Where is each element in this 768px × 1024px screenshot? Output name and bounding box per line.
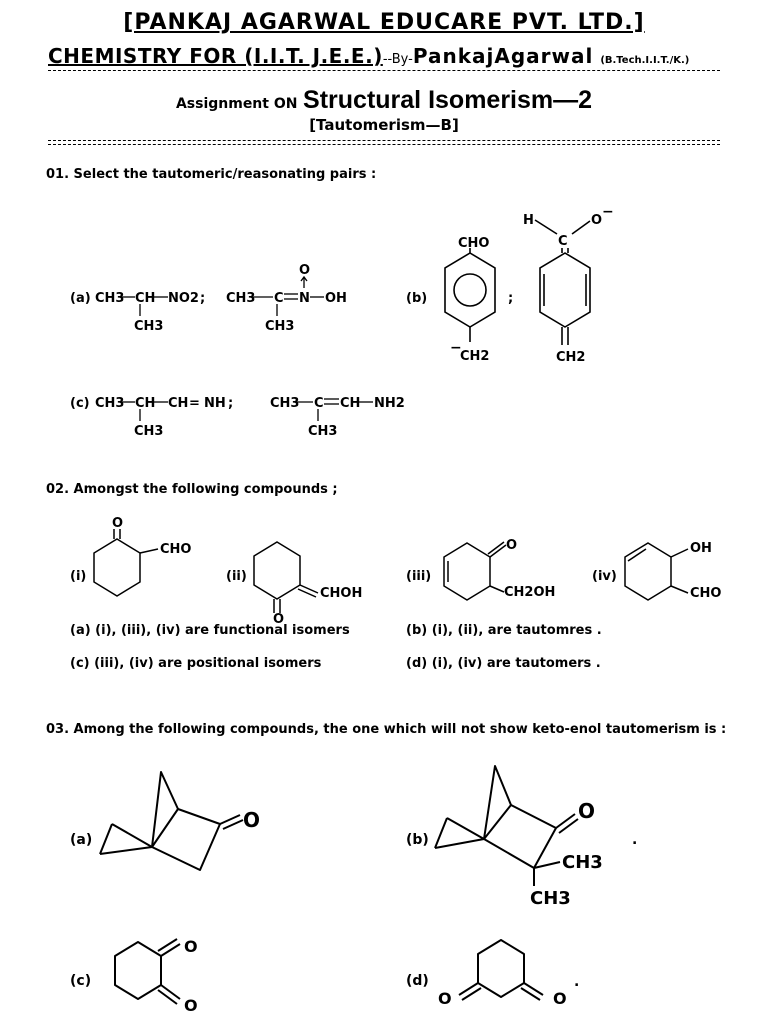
assignment-title: [0, 86, 768, 115]
q3-d-o2: O: [553, 989, 567, 1008]
q1-c2-ch3: CH3: [270, 396, 300, 411]
q1-b2-o: O: [591, 213, 603, 228]
q3-label-d: (d): [406, 973, 429, 989]
q1-b-sep: ;: [508, 291, 514, 306]
q1-a1-ch3: CH3: [95, 291, 125, 306]
q3-d-dot: .: [574, 974, 580, 990]
q1-a2-c: C: [274, 291, 284, 306]
q1-a1-ch: CH: [135, 291, 156, 306]
q3-b-dot: .: [632, 832, 638, 848]
q1-b2-c: C: [558, 234, 568, 249]
q2-iii-ch2oh: CH2OH: [504, 585, 556, 600]
q3-structures: [40, 750, 730, 1020]
q2-label-ii: (ii): [226, 569, 247, 584]
q1-a2-ch3-branch: CH3: [265, 319, 295, 334]
q1-c1-ch: CH: [135, 396, 156, 411]
q2-option-d: (d) (i), (iv) are tautomers .: [406, 656, 601, 671]
q3-label-c: (c): [70, 973, 92, 989]
q1-a1-no2: NO2: [168, 291, 199, 306]
q2-i-cho: CHO: [160, 542, 192, 557]
divider-dashed: [48, 70, 720, 71]
q1-a2-ch3: CH3: [226, 291, 256, 306]
q1-b1-cho: CHO: [458, 236, 490, 251]
q1-a1-ch3-branch: CH3: [134, 319, 164, 334]
q3-c-o2: O: [184, 996, 198, 1015]
q1-structures: [40, 190, 730, 450]
q3-d-o1: O: [438, 989, 452, 1008]
svg-text:−: −: [450, 340, 462, 356]
q1-a1-sep: ;: [200, 291, 206, 306]
q2-label-iv: (iv): [592, 569, 617, 584]
q2-ii-o: O: [273, 612, 285, 625]
q1-c1-ch2: CH: [168, 396, 189, 411]
q1-c-label: (c): [70, 396, 90, 411]
q3-a-o: O: [243, 808, 261, 832]
by-label: --By-: [382, 52, 413, 67]
q1-c2-ch: CH: [340, 396, 361, 411]
q2-label-iii: (iii): [406, 569, 432, 584]
author-name: PankajAgarwal: [412, 44, 594, 68]
q1-a2-oh: OH: [325, 291, 347, 306]
q1-c2-ch3-branch: CH3: [308, 424, 338, 439]
q1-c2-nh2: NH2: [374, 396, 405, 411]
q3-c-o1: O: [184, 937, 198, 956]
q2-label-i: (i): [70, 569, 87, 584]
q2-iv-oh: OH: [690, 541, 712, 556]
q3-label-a: (a): [70, 832, 93, 848]
q1-b1-ch2: CH2: [460, 349, 490, 364]
divider-double: [48, 140, 720, 145]
q1-c1-ch3-branch: CH3: [134, 424, 164, 439]
q3-b-ch3-1: CH3: [562, 852, 603, 873]
course-title: CHEMISTRY FOR (I.I.T. J.E.E.): [48, 44, 383, 68]
q2-option-a: (a) (i), (iii), (iv) are functional isomers: [70, 623, 350, 638]
company-name: [PANKAJ AGARWAL EDUCARE PVT. LTD.]: [123, 10, 645, 35]
q1-a2-n: N: [299, 291, 310, 306]
q1-a-label: (a): [70, 291, 91, 306]
author-credentials: (B.Tech.I.I.T./K.): [600, 55, 690, 66]
svg-text:=: =: [189, 396, 200, 411]
question-1: 01. Select the tautomeric/reasonating pairs :: [46, 167, 377, 182]
title-main: Structural Isomerism—2: [303, 86, 593, 114]
q2-iii-o: O: [506, 538, 518, 553]
q2-i-o: O: [112, 516, 124, 531]
q1-c1-nh: NH: [204, 396, 226, 411]
assignment-subtitle: [Tautomerism—B]: [309, 116, 459, 134]
q2-option-c: (c) (iii), (iv) are positional isomers: [70, 656, 322, 671]
title-prefix: Assignment ON: [175, 96, 298, 112]
svg-text:−: −: [602, 204, 614, 220]
q1-b2-h: H: [523, 213, 534, 228]
q1-a2-o: O: [299, 263, 311, 278]
q3-b-o: O: [578, 799, 596, 823]
q1-b2-ch2: CH2: [556, 350, 586, 365]
q2-structures: [40, 505, 730, 625]
q2-ii-chohx: CHOH: [320, 586, 363, 601]
question-3: 03. Among the following compounds, the one which will not show keto-enol tautomerism is :: [46, 722, 727, 737]
svg-text:;: ;: [228, 396, 234, 411]
q1-b-label: (b): [406, 291, 428, 306]
course-line: [48, 44, 689, 68]
question-2: 02. Amongst the following compounds ;: [46, 482, 338, 497]
q3-label-b: (b): [406, 832, 429, 848]
q2-iv-cho: CHO: [690, 586, 722, 601]
q3-b-ch3-2: CH3: [530, 888, 571, 909]
q1-c2-c: C: [314, 396, 324, 411]
q2-option-b: (b) (i), (ii), are tautomres .: [406, 623, 602, 638]
q1-c1-ch3: CH3: [95, 396, 125, 411]
